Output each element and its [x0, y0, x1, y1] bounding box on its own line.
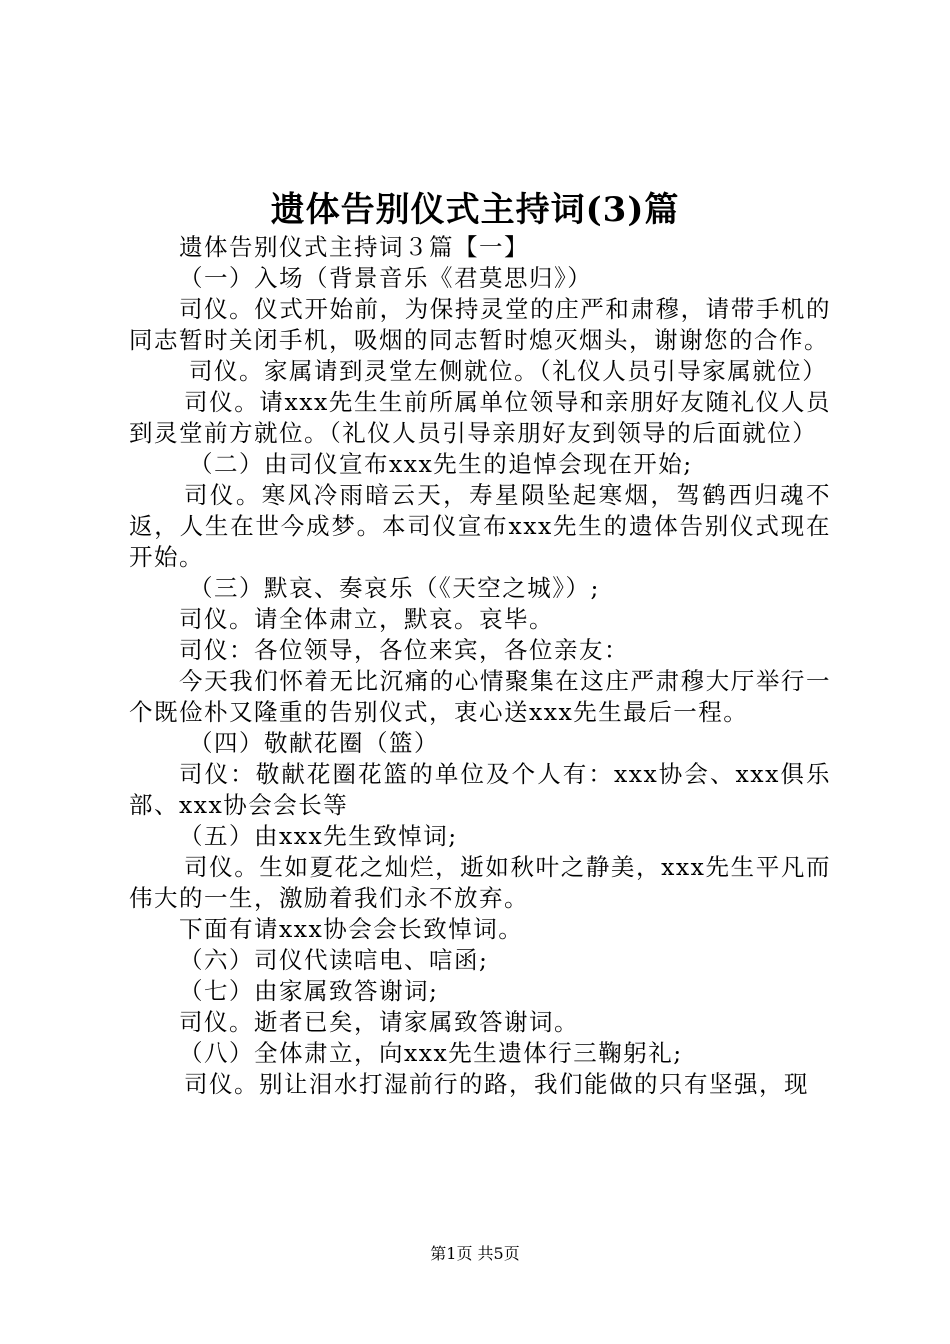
paragraph: 遗体告别仪式主持词３篇【一】: [179, 233, 529, 261]
paragraph: 司仪。仪式开始前，为保持灵堂的庄严和肃穆，请带手机的同志暂时关闭手机，吸烟的同志暂时熄灭烟头，谢谢您的合作。: [129, 295, 831, 354]
paragraph: 司仪。逝者已矣，请家属致答谢词。: [179, 1008, 579, 1036]
paragraph: 司仪。请xxx先生生前所属单位领导和亲朋好友随礼仪人员到灵堂前方就位。（礼仪人员引导亲朋好友到领导的后面就位）: [129, 388, 831, 447]
paragraph: 司仪。请全体肃立，默哀。哀毕。: [179, 605, 554, 633]
paragraph: （二）由司仪宣布xxx先生的追悼会现在开始;: [189, 450, 693, 478]
paragraph: 下面有请xxx协会会长致悼词。: [179, 915, 524, 943]
paragraph: 今天我们怀着无比沉痛的心情聚集在这庄严肃穆大厅举行一个既俭朴又隆重的告别仪式，衷心送xxx先生最后一程。: [129, 667, 831, 726]
paragraph: （四）敬献花圈（篮）: [189, 729, 439, 757]
paragraph: （八）全体肃立，向xxx先生遗体行三鞠躬礼;: [179, 1039, 683, 1067]
paragraph: 司仪。生如夏花之灿烂，逝如秋叶之静美，xxx先生平凡而伟大的一生，激励着我们永不放弃。: [129, 853, 831, 912]
paragraph: 司仪：各位领导，各位来宾，各位亲友：: [179, 636, 629, 664]
document-title: 遗体告别仪式主持词(3)篇: [270, 190, 680, 230]
paragraph: （六）司仪代读唁电、唁函;: [179, 946, 489, 974]
document-body: [129, 232, 831, 1100]
paragraph: 司仪：敬献花圈花篮的单位及个人有：xxx协会、xxx俱乐部、xxx协会会长等: [129, 760, 831, 819]
paragraph: （三）默哀、奏哀乐（《天空之城》）;: [189, 574, 600, 602]
paragraph: （一）入场（背景音乐《君莫思归》）: [179, 264, 593, 292]
page-footer: 第1页 共5页: [430, 1244, 520, 1263]
paragraph: （五）由xxx先生致悼词;: [179, 822, 458, 850]
paragraph: （七）由家属致答谢词;: [179, 977, 439, 1005]
paragraph: 司仪。别让泪水打湿前行的路，我们能做的只有坚强，现: [184, 1070, 809, 1098]
paragraph: 司仪。寒风冷雨暗云天，寿星陨坠起寒烟，驾鹤西归魂不返，人生在世今成梦。本司仪宣布xxx先生的遗体告别仪式现在开始。: [129, 481, 831, 571]
paragraph: 司仪。家属请到灵堂左侧就位。（礼仪人员引导家属就位）: [189, 357, 828, 385]
